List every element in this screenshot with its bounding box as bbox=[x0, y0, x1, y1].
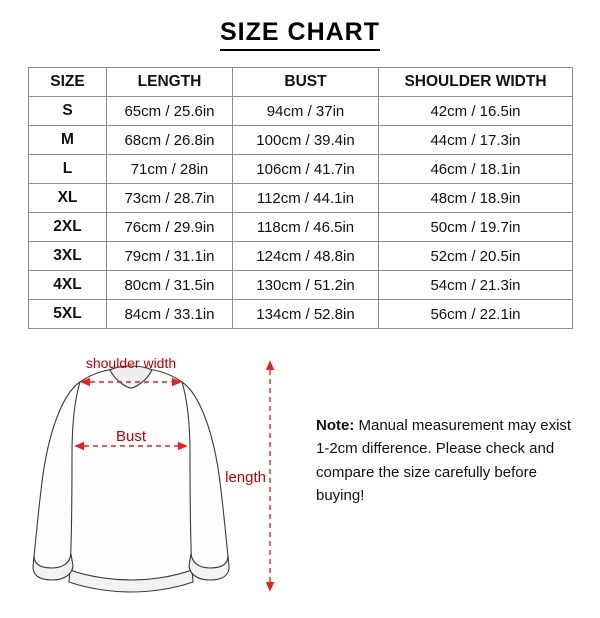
cell-shoulder-width: 52cm / 20.5in bbox=[379, 242, 573, 271]
cell-length: 76cm / 29.9in bbox=[107, 213, 233, 242]
cell-size: M bbox=[29, 126, 107, 155]
table-header-row bbox=[29, 68, 573, 97]
cell-shoulder-width: 42cm / 16.5in bbox=[379, 97, 573, 126]
shirt-illustration bbox=[33, 366, 229, 592]
column-header-bust: BUST bbox=[233, 68, 379, 97]
cell-bust: 100cm / 39.4in bbox=[233, 126, 379, 155]
column-header-length: LENGTH bbox=[107, 68, 233, 97]
table-row bbox=[29, 155, 573, 184]
cell-size: 3XL bbox=[29, 242, 107, 271]
cell-bust: 130cm / 51.2in bbox=[233, 271, 379, 300]
table-row bbox=[29, 184, 573, 213]
cell-bust: 112cm / 44.1in bbox=[233, 184, 379, 213]
cell-bust: 106cm / 41.7in bbox=[233, 155, 379, 184]
column-header-size: SIZE bbox=[29, 68, 107, 97]
cell-shoulder-width: 48cm / 18.9in bbox=[379, 184, 573, 213]
page-title: SIZE CHART bbox=[220, 18, 380, 51]
cell-shoulder-width: 44cm / 17.3in bbox=[379, 126, 573, 155]
note-body: Manual measurement may exist 1-2cm difference. Please check and compare the size carefully before buying! bbox=[316, 417, 572, 504]
cell-size: L bbox=[29, 155, 107, 184]
cell-size: S bbox=[29, 97, 107, 126]
bottom-section bbox=[0, 336, 600, 618]
table-row bbox=[29, 242, 573, 271]
table-row bbox=[29, 300, 573, 329]
length-label: length bbox=[225, 469, 266, 486]
cell-bust: 134cm / 52.8in bbox=[233, 300, 379, 329]
cell-length: 73cm / 28.7in bbox=[107, 184, 233, 213]
cell-bust: 124cm / 48.8in bbox=[233, 242, 379, 271]
shoulder-width-label: shoulder width bbox=[85, 355, 177, 371]
column-header-shoulder-width: SHOULDER WIDTH bbox=[379, 68, 573, 97]
cell-length: 71cm / 28in bbox=[107, 155, 233, 184]
cell-bust: 118cm / 46.5in bbox=[233, 213, 379, 242]
size-chart-table-container bbox=[28, 67, 572, 329]
title-container bbox=[0, 18, 600, 51]
cell-bust: 94cm / 37in bbox=[233, 97, 379, 126]
cell-size: 2XL bbox=[29, 213, 107, 242]
cell-shoulder-width: 54cm / 21.3in bbox=[379, 271, 573, 300]
cell-length: 65cm / 25.6in bbox=[107, 97, 233, 126]
cell-size: XL bbox=[29, 184, 107, 213]
cell-length: 84cm / 33.1in bbox=[107, 300, 233, 329]
measurement-diagram bbox=[18, 342, 308, 614]
size-chart-table bbox=[28, 67, 573, 329]
note-prefix: Note: bbox=[316, 417, 355, 434]
cell-size: 4XL bbox=[29, 271, 107, 300]
table-row bbox=[29, 271, 573, 300]
table-row bbox=[29, 213, 573, 242]
bust-label: Bust bbox=[115, 428, 147, 445]
cell-shoulder-width: 56cm / 22.1in bbox=[379, 300, 573, 329]
table-row bbox=[29, 126, 573, 155]
table-row bbox=[29, 97, 573, 126]
cell-length: 68cm / 26.8in bbox=[107, 126, 233, 155]
note-text bbox=[316, 414, 578, 507]
cell-size: 5XL bbox=[29, 300, 107, 329]
cell-length: 79cm / 31.1in bbox=[107, 242, 233, 271]
cell-shoulder-width: 50cm / 19.7in bbox=[379, 213, 573, 242]
cell-length: 80cm / 31.5in bbox=[107, 271, 233, 300]
cell-shoulder-width: 46cm / 18.1in bbox=[379, 155, 573, 184]
